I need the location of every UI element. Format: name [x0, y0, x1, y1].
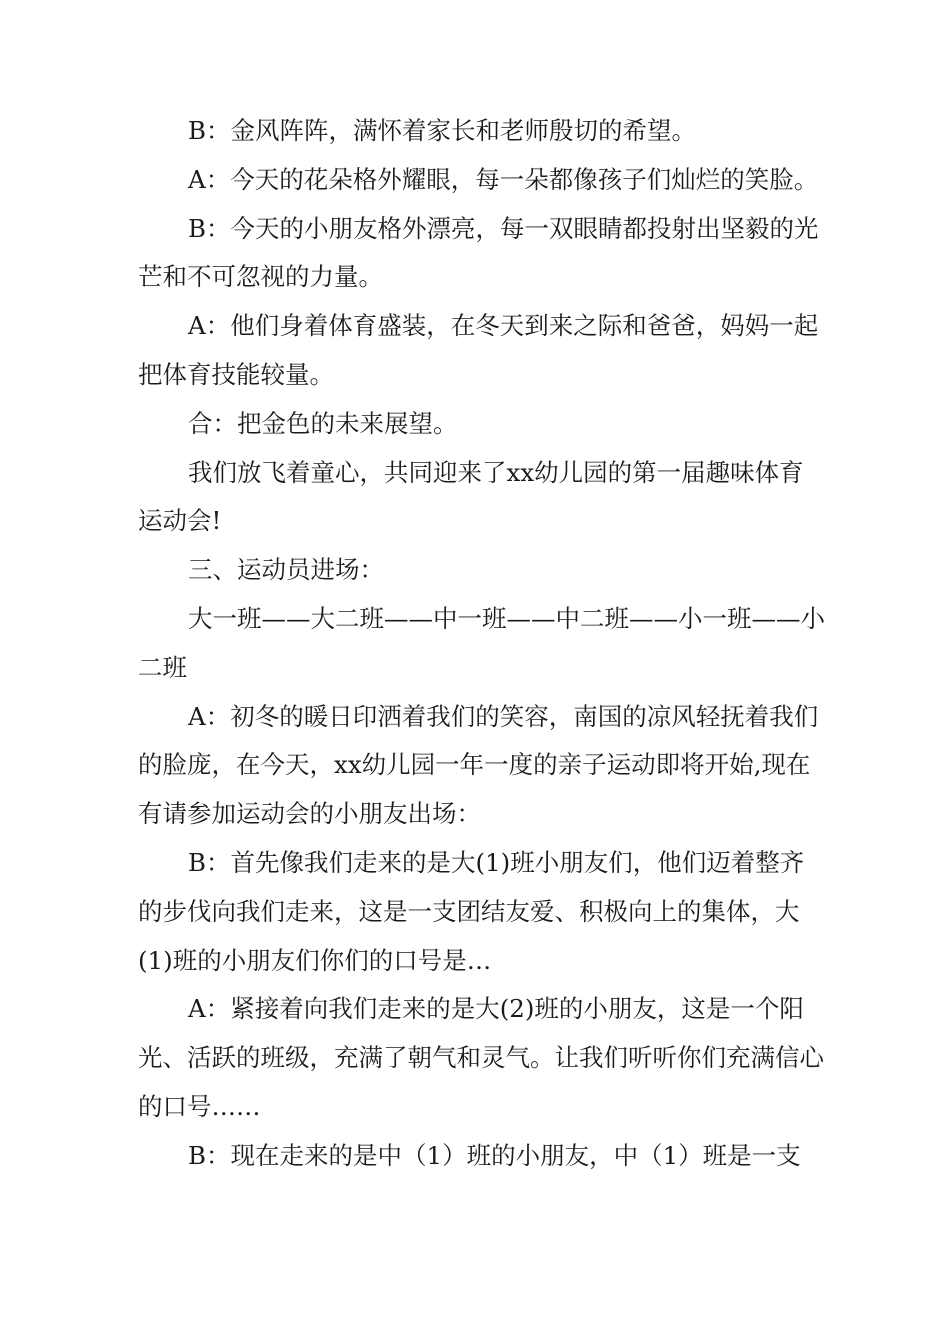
paragraph: 大一班——大二班——中一班——中二班——小一班——小二班 — [138, 603, 825, 682]
paragraph: B：今天的小朋友格外漂亮，每一双眼睛都投射出坚毅的光芒和不可忽视的力量。 — [138, 213, 819, 292]
document-body — [138, 107, 828, 1181]
section-heading: 三、运动员进场： — [188, 555, 384, 585]
paragraph: B：金风阵阵，满怀着家长和老师殷切的希望。 — [188, 116, 697, 145]
paragraph: 我们放飞着童心，共同迎来了xx幼儿园的第一届趣味体育运动会! — [138, 457, 804, 536]
paragraph: 合：把金色的未来展望。 — [188, 408, 458, 438]
paragraph: A：紧接着向我们走来的是大(2)班的小朋友，这是一个阳光、活跃的班级，充满了朝气和灵气。让我们听听你们充满信心的口号…… — [138, 994, 824, 1121]
paragraph: A：今天的花朵格外耀眼，每一朵都像孩子们灿烂的笑脸。 — [188, 164, 819, 194]
paragraph: A：初冬的暖日印洒着我们的笑容，南国的凉风轻抚着我们的脸庞，在今天，xx幼儿园一年一度的亲子运动即将开始,现在有请参加运动会的小朋友出场： — [138, 701, 819, 829]
paragraph: B：现在走来的是中（1）班的小朋友，中（1）班是一支 — [188, 1140, 801, 1170]
paragraph: B：首先像我们走来的是大(1)班小朋友们，他们迈着整齐的步伐向我们走来，这是一支团结友爱、积极向上的集体，大(1)班的小朋友们你们的口号是… — [138, 847, 805, 975]
paragraph: A：他们身着体育盛装，在冬天到来之际和爸爸，妈妈一起把体育技能较量。 — [138, 311, 819, 389]
